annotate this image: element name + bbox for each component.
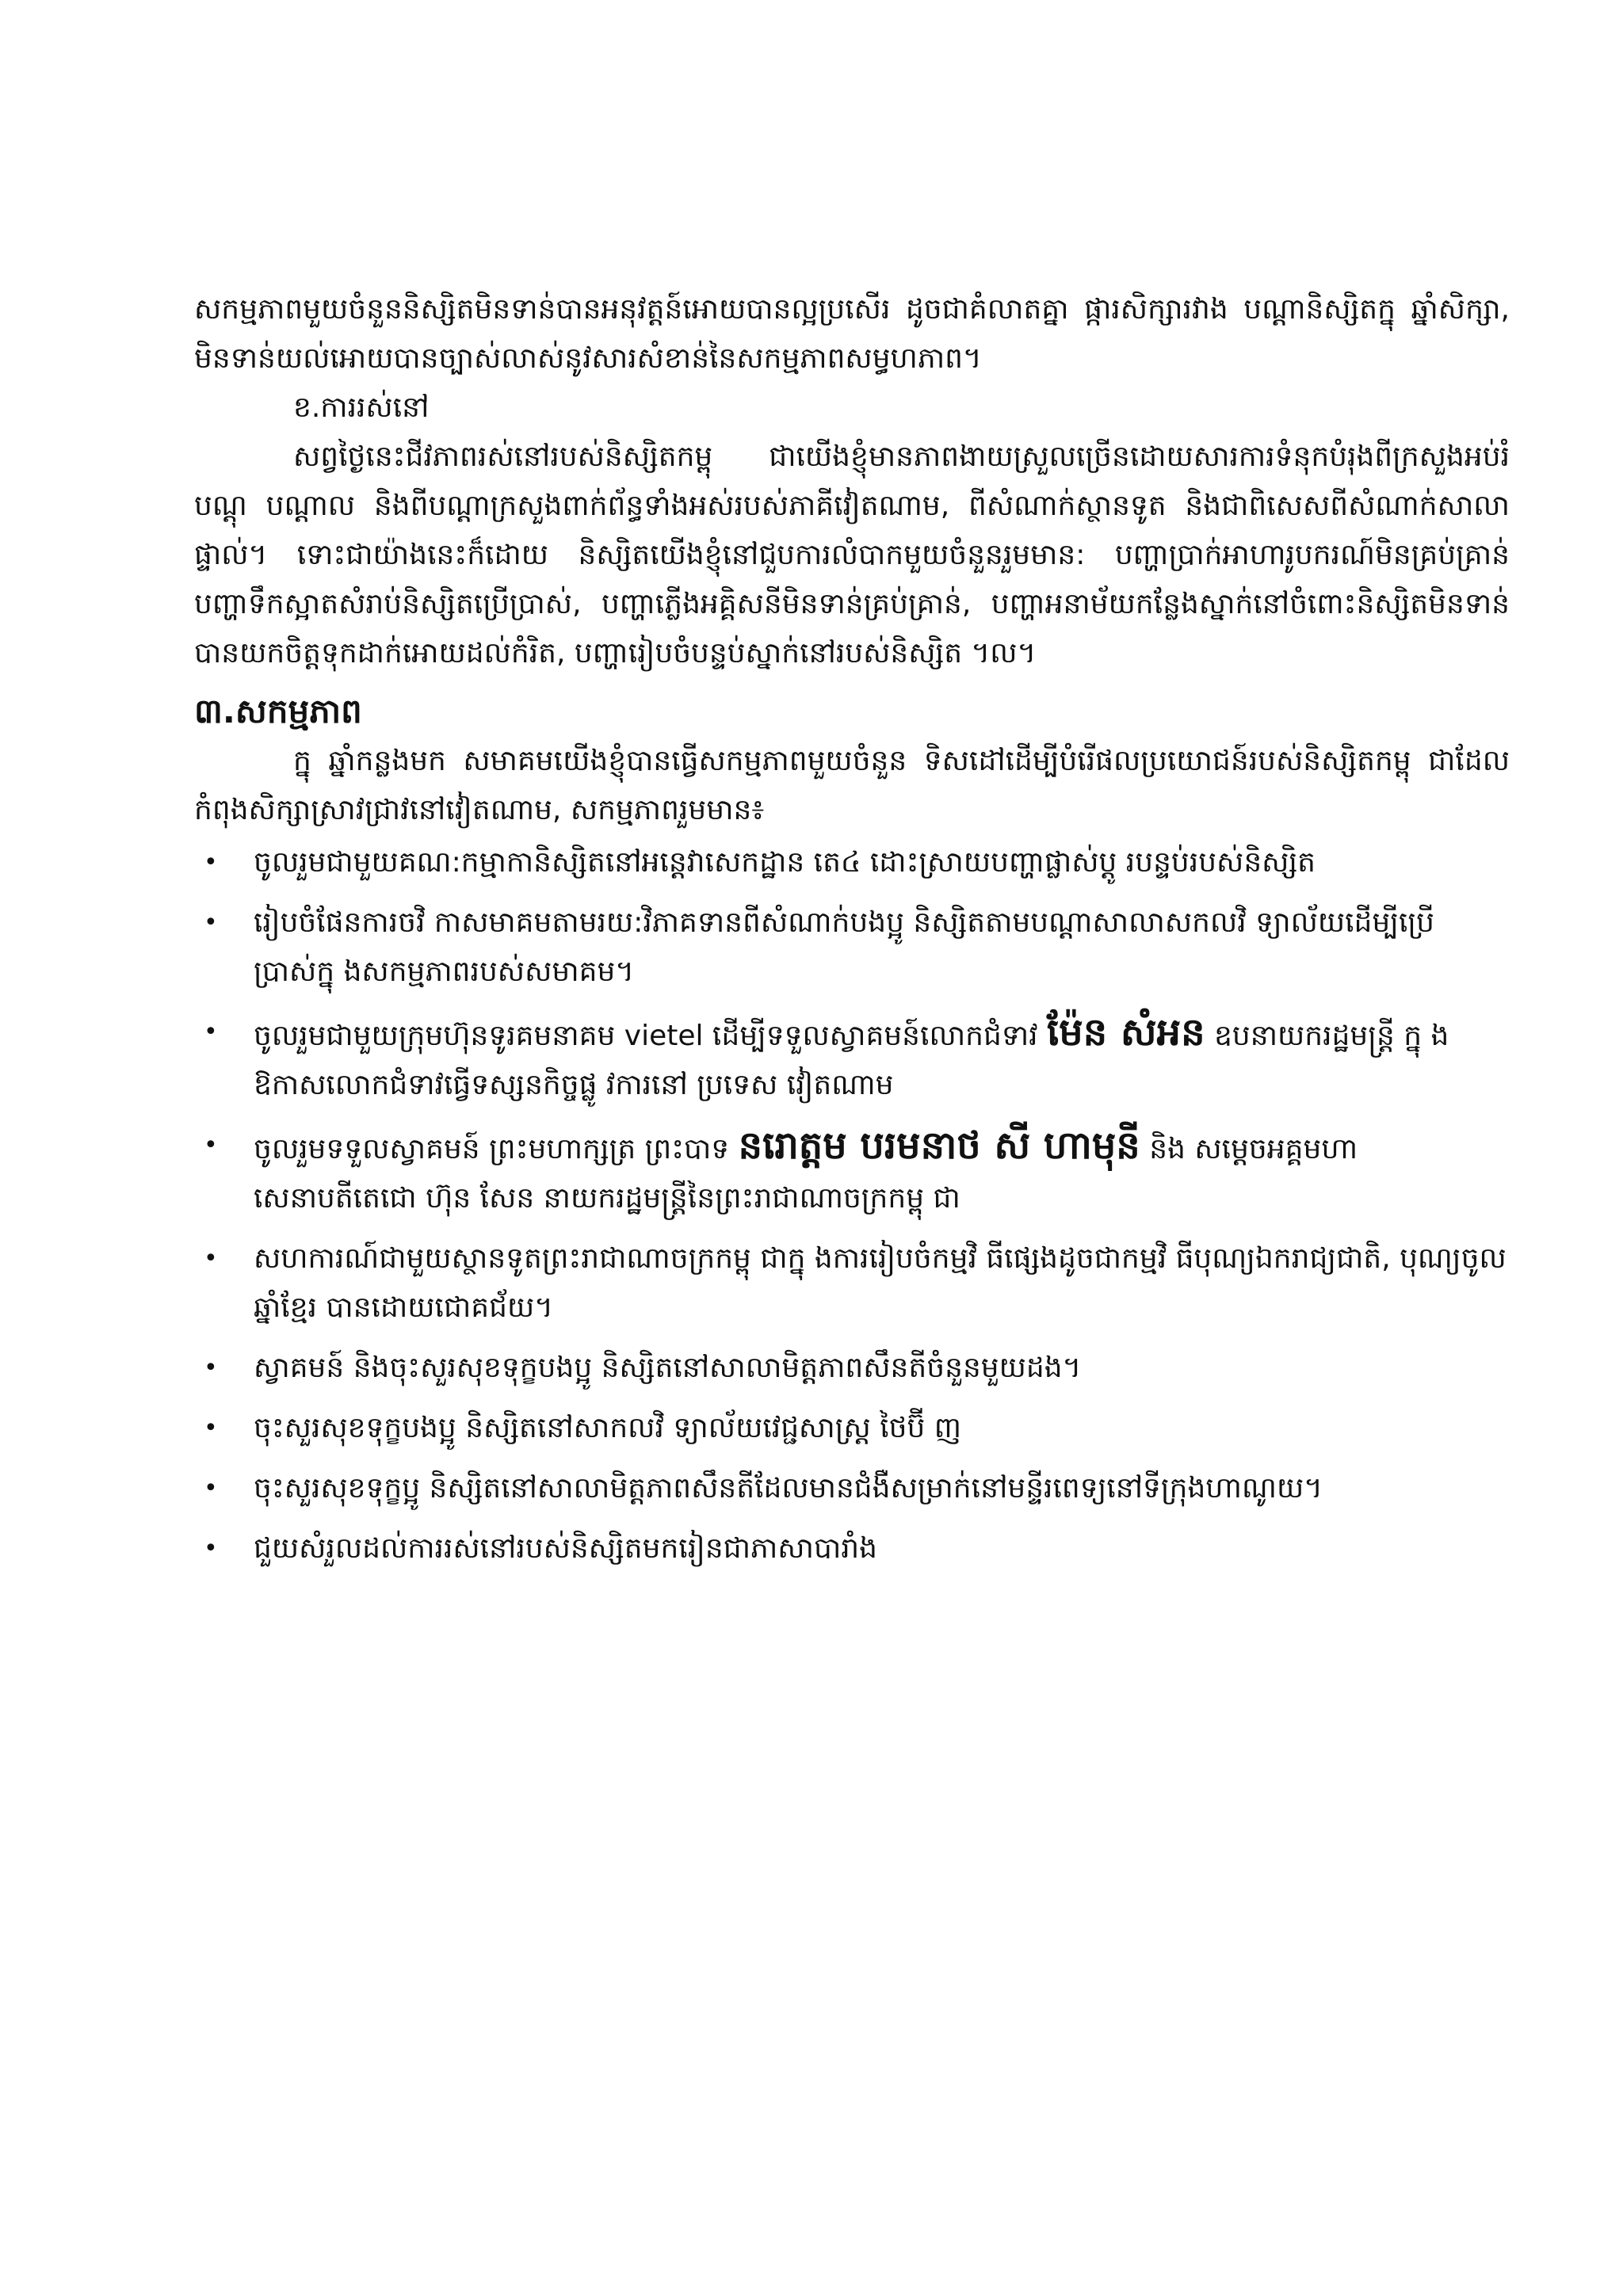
section-heading-activities: ៣.សកម្មភាព (194, 692, 362, 730)
list-item (194, 1524, 1510, 1573)
list-item (194, 1404, 1510, 1453)
list-item-text: ចូលរួមទទួលស្វាគមន៍ ព្រះមហាក្សត្រ ព្រះបាទ (254, 1133, 730, 1165)
list-item-text: សហការណ៍ជាមួយស្ថានទូតព្រះរាជាណាចក្រកម្ពុ ជាក្នុ ងការរៀបចំកម្មវិ ធីផ្សេងដូចជាកម្មវិ ធីបុណ្យឯករាជ្យជាតិ, បុណ្យចូលឆ្នាំខ្មែរ បានដោយជោគជ័យ។ (254, 1242, 1507, 1324)
bullet-icon: • (204, 1354, 218, 1382)
subheading-living: ខ.ការរស់នៅ (293, 391, 430, 424)
list-item (194, 838, 1510, 887)
list-item-name: ម៉ែន សំអន (1047, 1010, 1205, 1055)
list-item-text: ចុះសួរសុខទុក្ខបងប្អូ និស្សិតនៅសាកលវិ ទ្យាល័យវេជ្ជសាស្រ្ត ថៃប៊ី ញ (254, 1412, 962, 1444)
list-item (194, 1344, 1510, 1393)
list-item-text: ចូលរួមជាមួយក្រុមហ៊ុនទូរគមនាគម vietel ដើម្បីទទួលស្វាគមន៍លោកជំទាវ (254, 1020, 1038, 1052)
bullet-icon: • (204, 1474, 218, 1502)
intro-line-1: សកម្មភាពមួយចំនួននិស្សិតមិនទាន់បានអនុវត្តន៍អោយបានល្អប្រសើរ ដូចជាគំលាតគ្នា ផ្ការសិក្សារវាង (194, 293, 1228, 326)
list-item-text: ចូលរួមជាមួយគណ:កម្មាកានិស្សិតនៅអន្តេវាសេកដ្ឋាន តេ៤ ដោះស្រាយបញ្ហាផ្លាស់ប្តូ របន្ទប់របស់និស្សិត (254, 846, 1316, 879)
activities-intro-paragraph: ក្នុ ឆ្នាំកន្លងមក សមាគមយើងខ្ញុំបានធ្វើសកម្មភាពមួយចំនួន ទិសដៅដើម្បីបំរើផលប្រយោជន៍របស់និស្សិតកម្ពុ ជាដែលកំពុងសិក្សាស្រាវជ្រាវនៅវៀតណាម, សកម្មភាពរួមមាន៖ (194, 745, 1510, 826)
intro-paragraph (194, 285, 1510, 383)
list-item-text: ជួយសំរួលដល់ការរស់នៅរបស់និស្សិតមករៀនជាភាសាបារាំង (254, 1532, 877, 1565)
document-page (194, 285, 1510, 1585)
list-item-text: ស្វាគមន៍ និងចុះសួរសុខទុក្ខបងប្អូ និស្សិតនៅសាលាមិត្តភាពសឹនតីចំនួនមួយដង។ (254, 1352, 1082, 1384)
list-item-text: ចុះសួរសុខទុក្ខប្អូ និស្សិតនៅសាលាមិត្តភាពសឹនតីដែលមានជំងឺសម្រាក់នៅមន្ទីរពេទ្យនៅទីក្រុងហាណូយ។ (254, 1472, 1323, 1505)
list-item-name: នរោត្តម បរមនាថ សី ហាមុនី (738, 1123, 1140, 1168)
bullet-icon: • (204, 1535, 218, 1562)
list-item (194, 1234, 1510, 1333)
list-item-text-after: និង សម្តេចអគ្គមហាសេនាបតីតេជោ ហ៊ុន សែន នាយករដ្ឋមន្ត្រីនៃព្រះរាជាណាចក្រកម្ពុ ជា (254, 1133, 1358, 1215)
list-item (194, 898, 1510, 997)
bullet-icon: • (204, 849, 218, 876)
bullet-icon: • (204, 1414, 218, 1442)
bullet-icon: • (204, 909, 218, 936)
list-item-text: រៀបចំផែនការចវិ កាសមាគមតាមរយ:វិភាគទានពីសំណាក់បងប្អូ និស្សិតតាមបណ្តាសាលាសកលវិ ទ្យាល័យដើម្បីប្រើប្រាស់ក្នុ ងសកម្មភាពរបស់សមាគម។ (254, 906, 1434, 988)
bullet-icon: • (204, 1245, 218, 1272)
list-item (194, 1121, 1510, 1223)
living-paragraph: សព្វថ្ងៃនេះជីវភាពរស់នៅរបស់និស្សិតកម្ពុ ជាយើងខ្ញុំមានភាពងាយស្រួលច្រើនដោយសារការទំនុកបំរុងពីក្រសួងអប់រំ បណ្តុ បណ្តាល និងពីបណ្តាក្រសួងពាក់ព័ន្ធទាំងអស់របស់ភាគីវៀតណាម, ពីសំណាក់ស្ថានទូត និងជាពិសេសពីសំណាក់សាលាផ្ទាល់។ ទោះជាយ៉ាងនេះក៏ដោយ និស្សិតយើងខ្ញុំនៅជួបការលំបាកមួយចំនួនរួមមាន: បញ្ហាប្រាក់អាហារូបករណ៍មិនគ្រប់គ្រាន់ បញ្ហាទឹកស្អាតសំរាប់និស្សិតប្រើប្រាស់, បញ្ហាភ្លើងអគ្គិសនីមិនទាន់គ្រប់គ្រាន់, បញ្ហាអនាម័យកន្លែងស្នាក់នៅចំពោះនិស្សិតមិនទាន់បានយកចិត្តទុកដាក់អោយដល់កំរិត, បញ្ហារៀបចំបន្ទប់ស្នាក់នៅរបស់និស្សិត ។ល។ (194, 441, 1510, 669)
list-item-text-after: ឧបនាយករដ្ឋមន្រ្តី ក្នុ ងឱកាសលោកជំទាវធ្វើទស្សនកិច្ចផ្លូ វការនៅ ប្រទេស វៀតណាម (254, 1020, 1449, 1101)
bullet-icon: • (204, 1131, 218, 1159)
bullet-icon: • (204, 1018, 218, 1046)
list-item (194, 1464, 1510, 1513)
list-item (194, 1008, 1510, 1110)
intro-line-2: បណ្តានិស្សិតក្នុ ឆ្នាំសិក្សា, មិនទាន់យល់អោយបានច្បាស់លាស់នូវសារសំខាន់នៃសកម្មភាពសម្ធហភាព។ (194, 293, 1510, 375)
activities-list (194, 838, 1510, 1573)
